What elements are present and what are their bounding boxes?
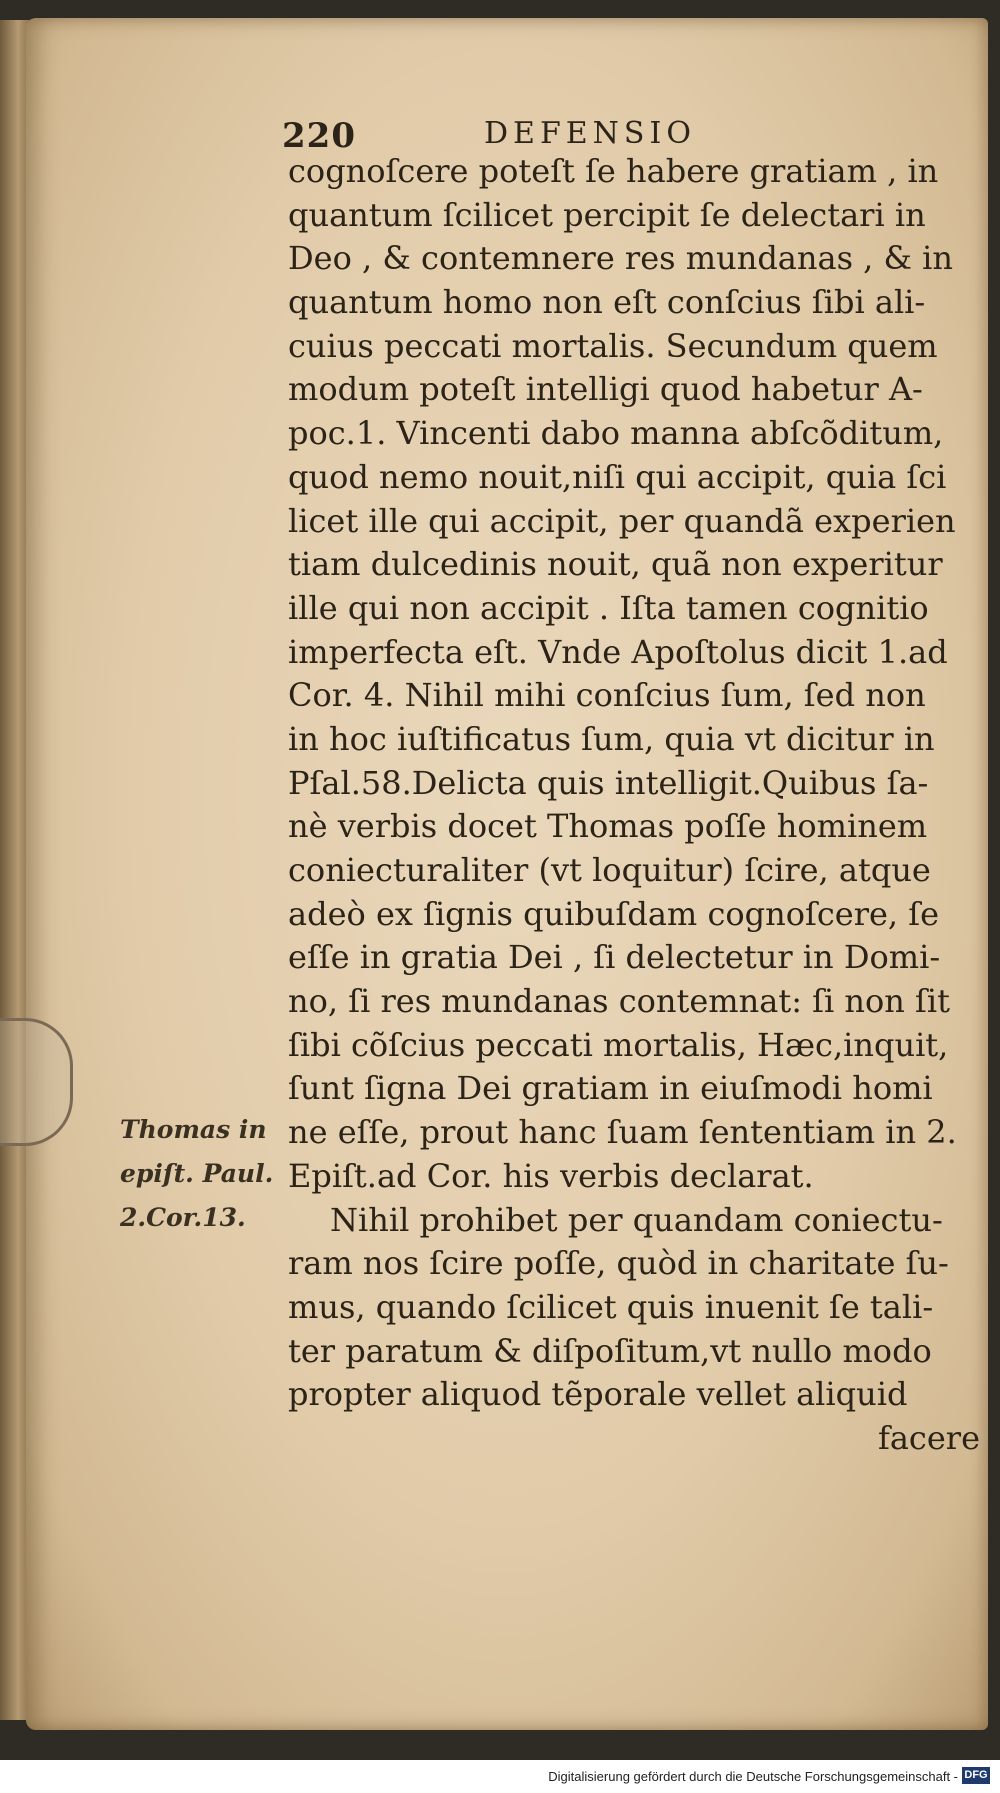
text-line: imperfecta eſt. Vnde Apoſtolus dicit 1.ad [288,632,948,671]
text-line: ſibi cõſcius peccati mortalis, Hæc,inquit, [288,1025,949,1064]
text-line: cognoſcere poteſt ſe habere gratiam , in [288,152,939,190]
text-line: modum poteſt intelligi quod habetur A- [288,370,923,409]
text-line: Pſal.58.Delicta quis intelligit.Quibus ſa- [288,763,929,802]
text-line: no, ſi res mundanas contemnat: ſi non ſit [288,982,950,1021]
text-line: ne eſſe, prout hanc ſuam ſententiam in 2. [288,1113,957,1152]
margin-note-line: Thomas in [120,1115,267,1144]
text-line: nè verbis docet Thomas poſſe hominem [288,807,928,846]
margin-note-line: 2.Cor.13. [120,1203,246,1232]
text-line: coniecturaliter (vt loquitur) ſcire, atque [288,851,931,889]
text-line: Cor. 4. Nihil mihi conſcius ſum, ſed non [288,676,926,715]
running-title: DEFENSIO [484,116,696,151]
text-line: cuius peccati mortalis. Secundum quem [288,326,938,365]
margin-note-line: epiſt. Paul. [120,1159,274,1188]
page-clip [0,1018,73,1146]
text-line: ille qui non accipit . Iſta tamen cognitio [288,588,929,627]
text-line: in hoc iuſtificatus ſum, quia vt dicitur in [288,719,935,758]
text-line: ter paratum & diſpoſitum,vt nullo modo [288,1331,932,1370]
text-line: mus, quando ſcilicet quis inuenit ſe tali- [288,1287,934,1326]
text-line: ram nos ſcire poſſe, quòd in charitate ſu- [288,1244,949,1283]
text-line: licet ille qui accipit, per quandã experien [288,501,956,540]
text-line: propter aliquod tẽporale vellet aliquid [288,1375,908,1414]
text-line: quod nemo nouit,niſi qui accipit, quia ſci [288,457,947,496]
footer-credit: Digitalisierung gefördert durch die Deutsche Forschungsgemeinschaft - [548,1769,958,1784]
text-line: eſſe in gratia Dei , ſi delectetur in Domi- [288,938,941,977]
body-text [288,150,988,1461]
text-line: adeò ex ſignis quibuſdam cognoſcere, ſe [288,894,940,933]
text-line: Epiſt.ad Cor. his verbis declarat. [288,1156,814,1195]
text-line: quantum homo non eſt conſcius ſibi ali- [288,283,926,322]
text-line: quantum ſcilicet percipit ſe delectari in [288,195,926,234]
dfg-logo: DFG [962,1767,990,1784]
catchword: facere [877,1418,980,1457]
quote-first-line: Nihil prohibet per quandam coniectu- [330,1200,943,1239]
footer-bar [0,1760,1000,1793]
text-line: poc.1. Vincenti dabo manna abſcõditum, [288,414,944,453]
text-line: Deo , & contemnere res mundanas , & in [288,239,953,278]
text-line: ſunt ſigna Dei gratiam in eiuſmodi homi [288,1069,933,1108]
page-number: 220 [282,116,356,156]
margin-note [120,1108,290,1240]
text-line: tiam dulcedinis nouit, quã non experitur [288,545,943,584]
